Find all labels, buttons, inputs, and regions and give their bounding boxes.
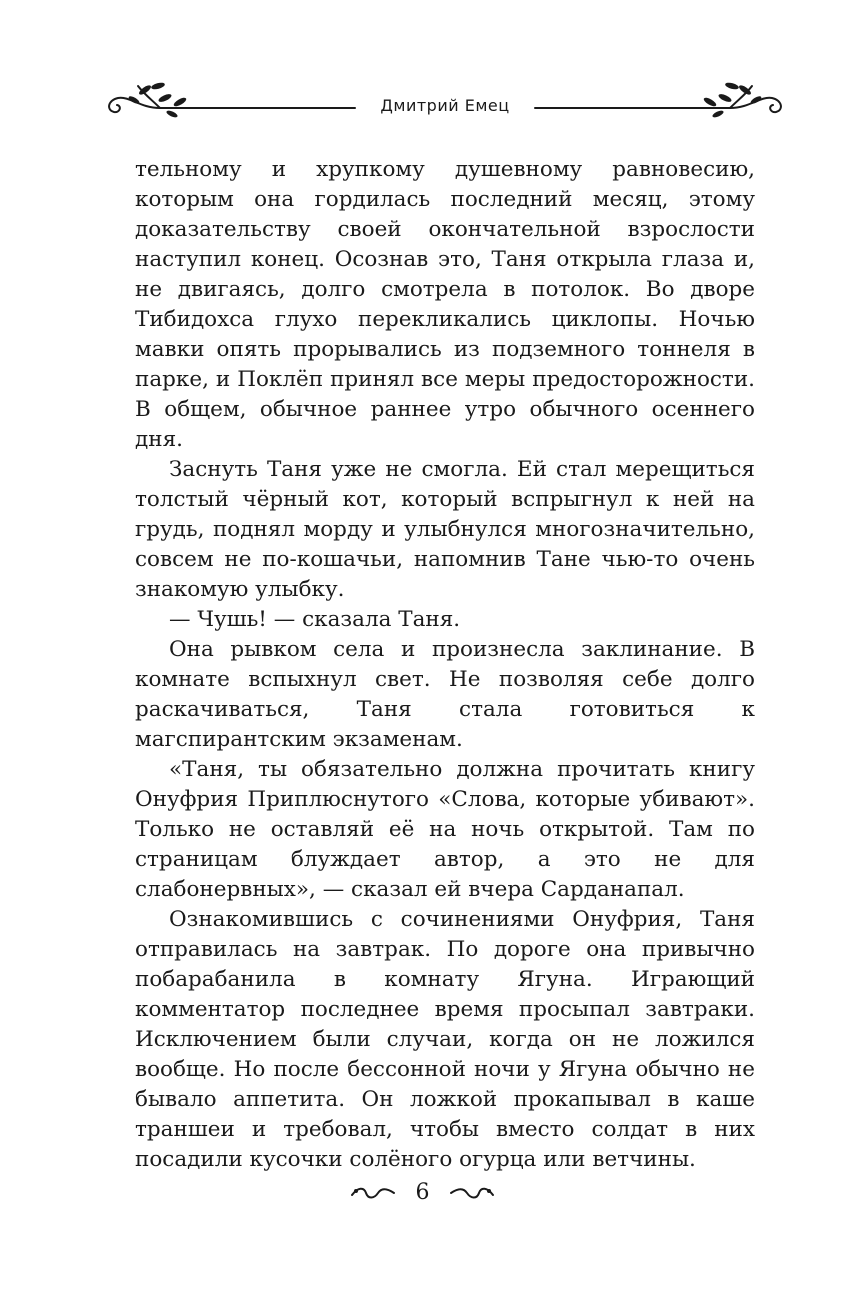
author-name: Дмитрий Емец: [100, 96, 790, 115]
paragraph-continuation: тельному и хрупкому душевному равновесию, которым она гордилась последний месяц, этому доказательству своей окончательной взрослости наступил конец. Осознав это, Таня открыла глаза и, не двигаясь, долго смотрела в потолок. Во дворе Тибидохса глухо перекликались циклопы. Ночью мавки опять прорывались из подземного тоннеля в парке, и Поклёп принял все меры предосторожности. В общем, обычное раннее утро обычного осеннего дня.: [135, 157, 755, 452]
paragraph: «Таня, ты обязательно должна прочитать книгу Онуфрия Приплюснутого «Слова, которые убивают». Только не оставляй её на ночь открытой. Там по страницам блуждает автор, а это не для слабонервных», — сказал ей вчера Сарданапал.: [135, 757, 755, 902]
page-number: 6: [415, 1180, 430, 1205]
swirl-icon: [350, 1183, 396, 1203]
swirl-icon: [449, 1183, 495, 1203]
body-text: [135, 155, 755, 1175]
page-footer: [0, 1180, 845, 1214]
paragraph: Заснуть Таня уже не смогла. Ей стал мерещиться толстый чёрный кот, который вспрыгнул к ней на грудь, поднял морду и улыбнулся многозначительно, совсем не по-кошачьи, напомнив Тане чью-то очень знакомую улыбку.: [135, 457, 755, 602]
paragraph: Ознакомившись с сочинениями Онуфрия, Таня отправилась на завтрак. По дороге она привычно побарабанила в комнату Ягуна. Играющий комментатор последнее время просыпал завтраки. Исключением были случаи, когда он не ложился вообще. Но после бессонной ночи у Ягуна обычно не бывало аппетита. Он ложкой прокапывал в каше траншеи и требовал, чтобы вместо солдат в них посадили кусочки солёного огурца или ветчины.: [135, 907, 755, 1172]
paragraph: Она рывком села и произнесла заклинание. В комнате вспыхнул свет. Не позволяя себе долго раскачиваться, Таня стала готовиться к магспирантским экзаменам.: [135, 637, 755, 752]
dialogue-line: — Чушь! — сказала Таня.: [169, 607, 461, 632]
running-header: [100, 78, 790, 126]
